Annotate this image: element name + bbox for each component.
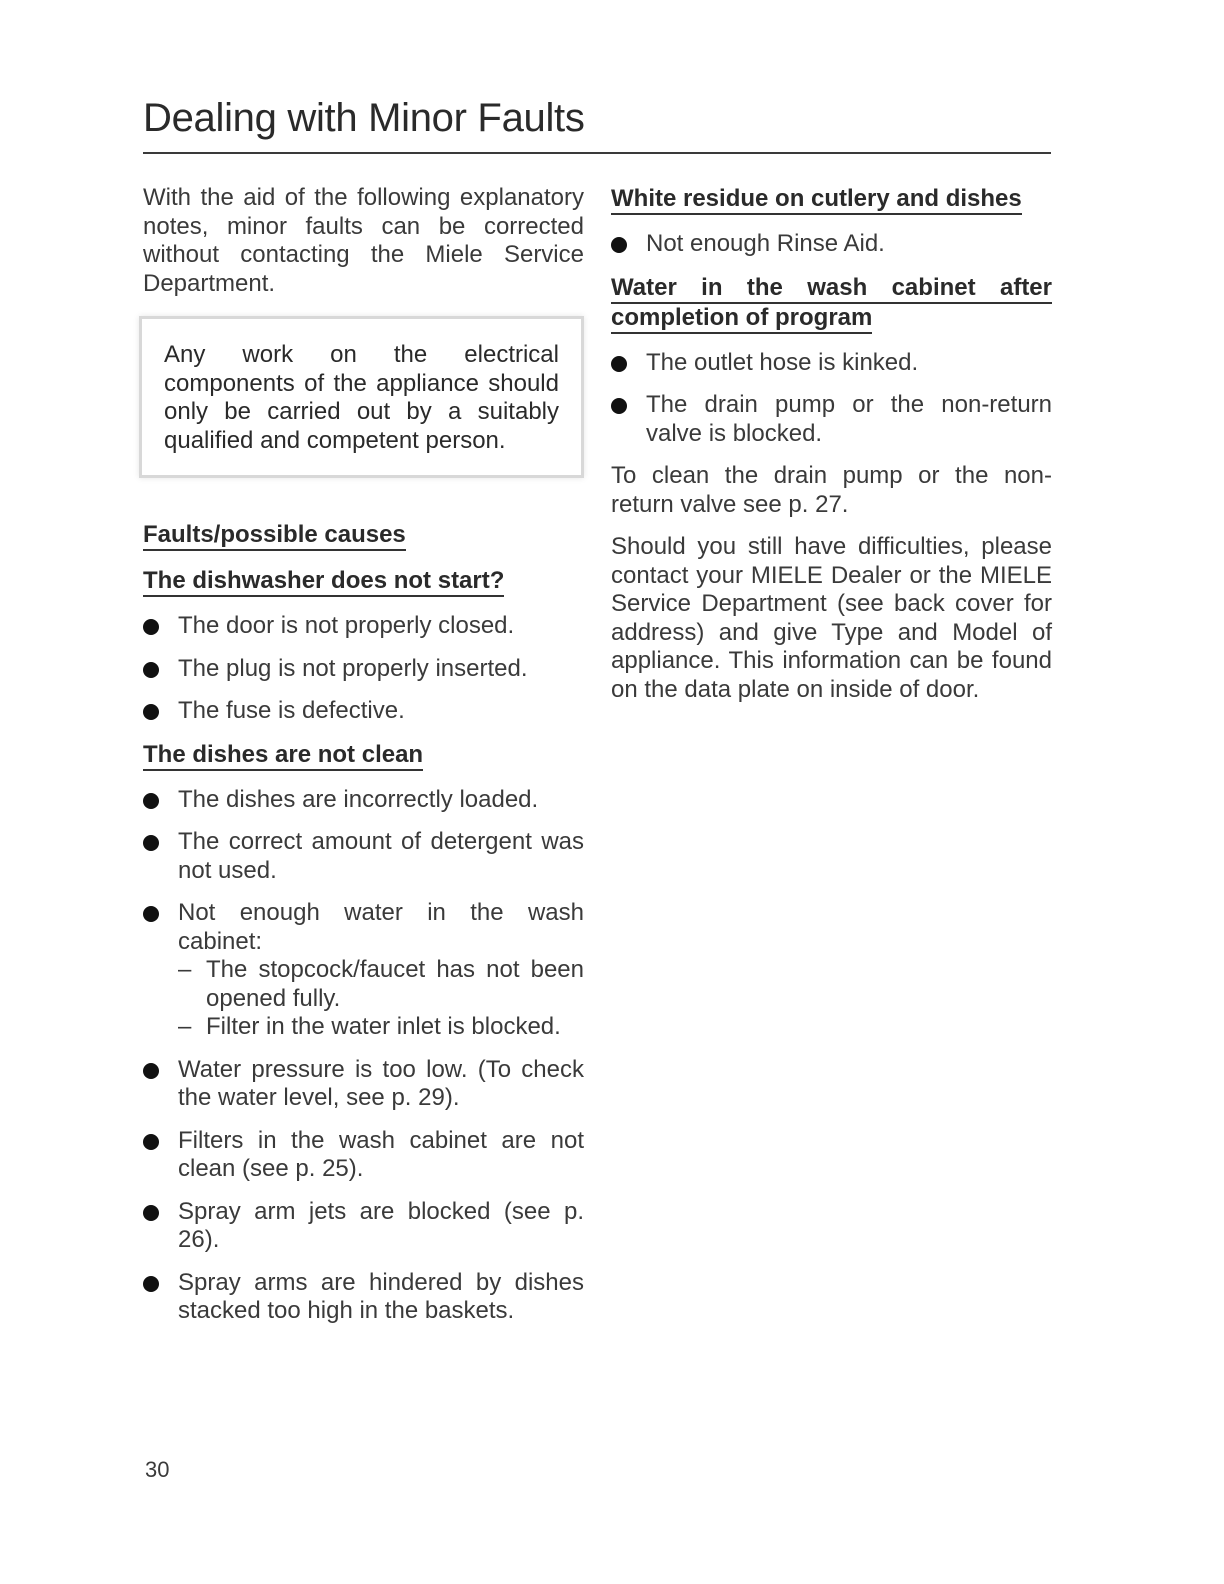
residue-heading xyxy=(611,184,1052,214)
bullet-icon xyxy=(611,237,627,253)
list-item-text: Not enough Rinse Aid. xyxy=(646,230,885,257)
clean-note: To clean the drain pump or the non-return valve see p. 27. xyxy=(611,462,1052,518)
page-number: 30 xyxy=(145,1457,170,1482)
list-item xyxy=(143,786,584,815)
list-item-text: Spray arm jets are blocked (see p. 26). xyxy=(178,1197,584,1253)
list-item-text: Water pressure is too low. (To check the water level, see p. 29). xyxy=(178,1055,584,1111)
contact-note: Should you still have difficulties, please contact your MIELE Dealer or the MIELE Service Department (see back cover for address) and give Type and Model of appliance. This information can be found on the data plate on inside of door. xyxy=(611,533,1052,703)
list-item xyxy=(143,1269,584,1326)
water-list xyxy=(611,349,1052,449)
sub-list-item xyxy=(178,956,584,1013)
bullet-icon xyxy=(143,1205,159,1221)
list-item-text: The correct amount of detergent was not used. xyxy=(178,828,584,884)
left-column xyxy=(143,184,584,1340)
list-item xyxy=(143,612,584,641)
bullet-icon xyxy=(143,1134,159,1150)
list-item-text: The dishes are incorrectly loaded. xyxy=(178,785,539,813)
bullet-icon xyxy=(143,704,159,720)
dash-icon: – xyxy=(178,956,192,983)
bullet-icon xyxy=(143,662,159,678)
list-item xyxy=(143,1198,584,1255)
page-title: Dealing with Minor Faults xyxy=(143,96,585,140)
not-start-heading-text: The dishwasher does not start? xyxy=(143,567,504,597)
bullet-icon xyxy=(143,1276,159,1292)
intro-paragraph: With the aid of the following explanatory notes, minor faults can be corrected without contacting the Miele Service Department. xyxy=(143,184,584,297)
sub-list xyxy=(178,956,584,1042)
list-item xyxy=(143,828,584,885)
title-rule xyxy=(143,152,1051,154)
warning-box xyxy=(139,316,584,478)
list-item-text: Filters in the wash cabinet are not clean (see p. 25). xyxy=(178,1126,584,1182)
list-item-text: Spray arms are hindered by dishes stacked too high in the baskets. xyxy=(178,1268,584,1324)
residue-heading-text: White residue on cutlery and dishes xyxy=(611,185,1022,215)
not-start-heading xyxy=(143,566,584,596)
list-item-text: The drain pump or the non-return valve is blocked. xyxy=(646,391,1052,447)
list-item-text: Not enough water in the wash cabinet: xyxy=(178,899,584,955)
water-heading-text: Water in the wash cabinet after completion of program xyxy=(611,274,1052,334)
list-item-text: The outlet hose is kinked. xyxy=(646,348,919,376)
right-column xyxy=(611,184,1052,718)
list-item xyxy=(611,391,1052,448)
list-item-text: The fuse is defective. xyxy=(178,697,405,724)
bullet-icon xyxy=(143,1063,159,1079)
not-clean-list xyxy=(143,786,584,1326)
sub-list-item-text: The stopcock/faucet has not been opened fully. xyxy=(206,956,584,1012)
list-item-text: The plug is not properly inserted. xyxy=(178,654,528,682)
warning-text: Any work on the electrical components of the appliance should only be carried out by a suitably qualified and competent person. xyxy=(164,341,559,454)
sub-list-item xyxy=(178,1013,584,1042)
list-item xyxy=(143,1056,584,1113)
not-clean-heading-text: The dishes are not clean xyxy=(143,741,423,771)
list-item xyxy=(143,697,584,726)
list-item xyxy=(611,349,1052,378)
list-item-text: The door is not properly closed. xyxy=(178,612,515,639)
faults-heading xyxy=(143,520,584,550)
bullet-icon xyxy=(143,835,159,851)
sub-list-item-text: Filter in the water inlet is blocked. xyxy=(206,1013,561,1040)
residue-list xyxy=(611,230,1052,259)
list-item xyxy=(143,1127,584,1184)
bullet-icon xyxy=(143,906,159,922)
list-item xyxy=(143,899,584,1042)
list-item xyxy=(143,655,584,684)
bullet-icon xyxy=(611,356,627,372)
not-clean-heading xyxy=(143,740,584,770)
not-start-list xyxy=(143,612,584,726)
bullet-icon xyxy=(143,793,159,809)
faults-heading-text: Faults/possible causes xyxy=(143,521,406,551)
list-item xyxy=(611,230,1052,259)
bullet-icon xyxy=(143,619,159,635)
dash-icon: – xyxy=(178,1013,192,1040)
water-heading xyxy=(611,273,1052,333)
bullet-icon xyxy=(611,398,627,414)
